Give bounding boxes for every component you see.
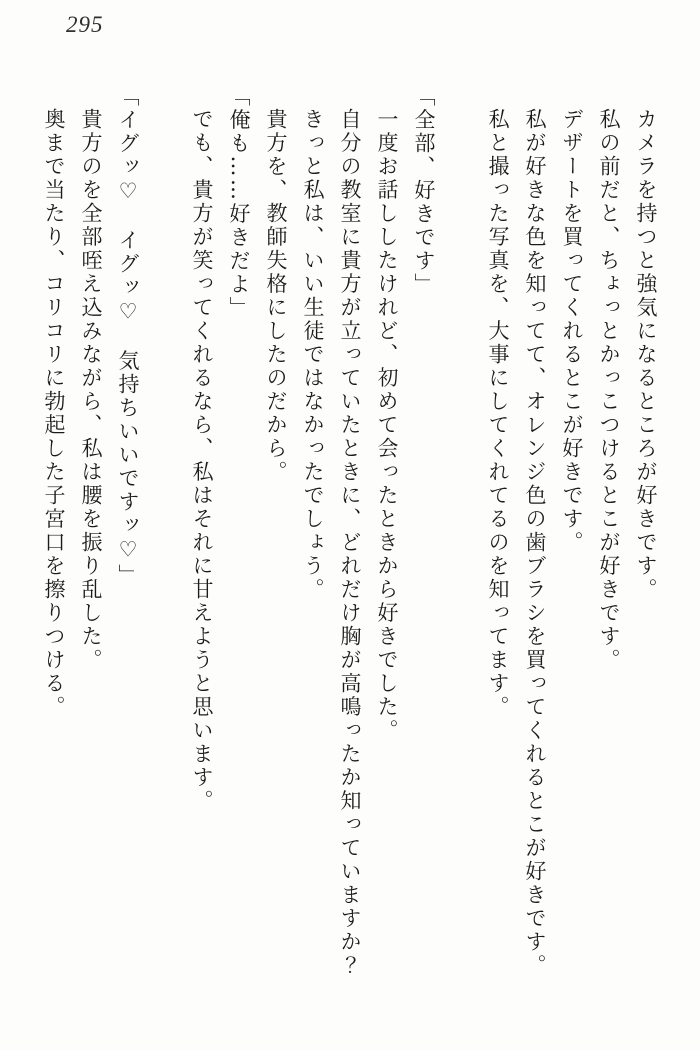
text-column: 貴方のを全部咥え込みながら、私は腰を振り乱した。 [79, 108, 103, 672]
text-column: 一度お話ししたけれど、初めて会ったときから好きでした。 [375, 108, 399, 743]
text-column: 貴方を、教師失格にしたのだから。 [264, 108, 288, 484]
text-column: 私が好きな色を知ってて、オレンジ色の歯ブラシを買ってくれるとこが好きです。 [523, 108, 547, 978]
text-column: カメラを持つと強気になるところが好きです。 [634, 108, 658, 602]
page-number: 295 [66, 12, 104, 37]
text-column: でも、貴方が笑ってくれるなら、私はそれに甘えようと思います。 [190, 108, 214, 813]
text-column: 私と撮った写真を、大事にしてくれてるのを知ってます。 [486, 108, 510, 719]
dialogue-line: 「全部、好きです」 [412, 85, 436, 297]
page-text [35, 85, 664, 1010]
text-column: 自分の教室に貴方が立っていたときに、どれだけ胸が高鳴ったか知っていますか？ [338, 108, 362, 978]
text-column: きっと私は、いい生徒ではなかったでしょう。 [301, 108, 325, 602]
text-column: 私の前だと、ちょっとかっこつけるとこが好きです。 [597, 108, 621, 672]
dialogue-line: 「イグッ♡ イグッ♡ 気持ちいいですッ♡」 [116, 85, 140, 588]
dialogue-line: 「俺も……好きだよ」 [227, 85, 251, 320]
text-column: デザートを買ってくれるとこが好きです。 [560, 108, 584, 555]
text-column: 奥まで当たり、コリコリに勃起した子宮口を擦りつける。 [42, 108, 66, 719]
